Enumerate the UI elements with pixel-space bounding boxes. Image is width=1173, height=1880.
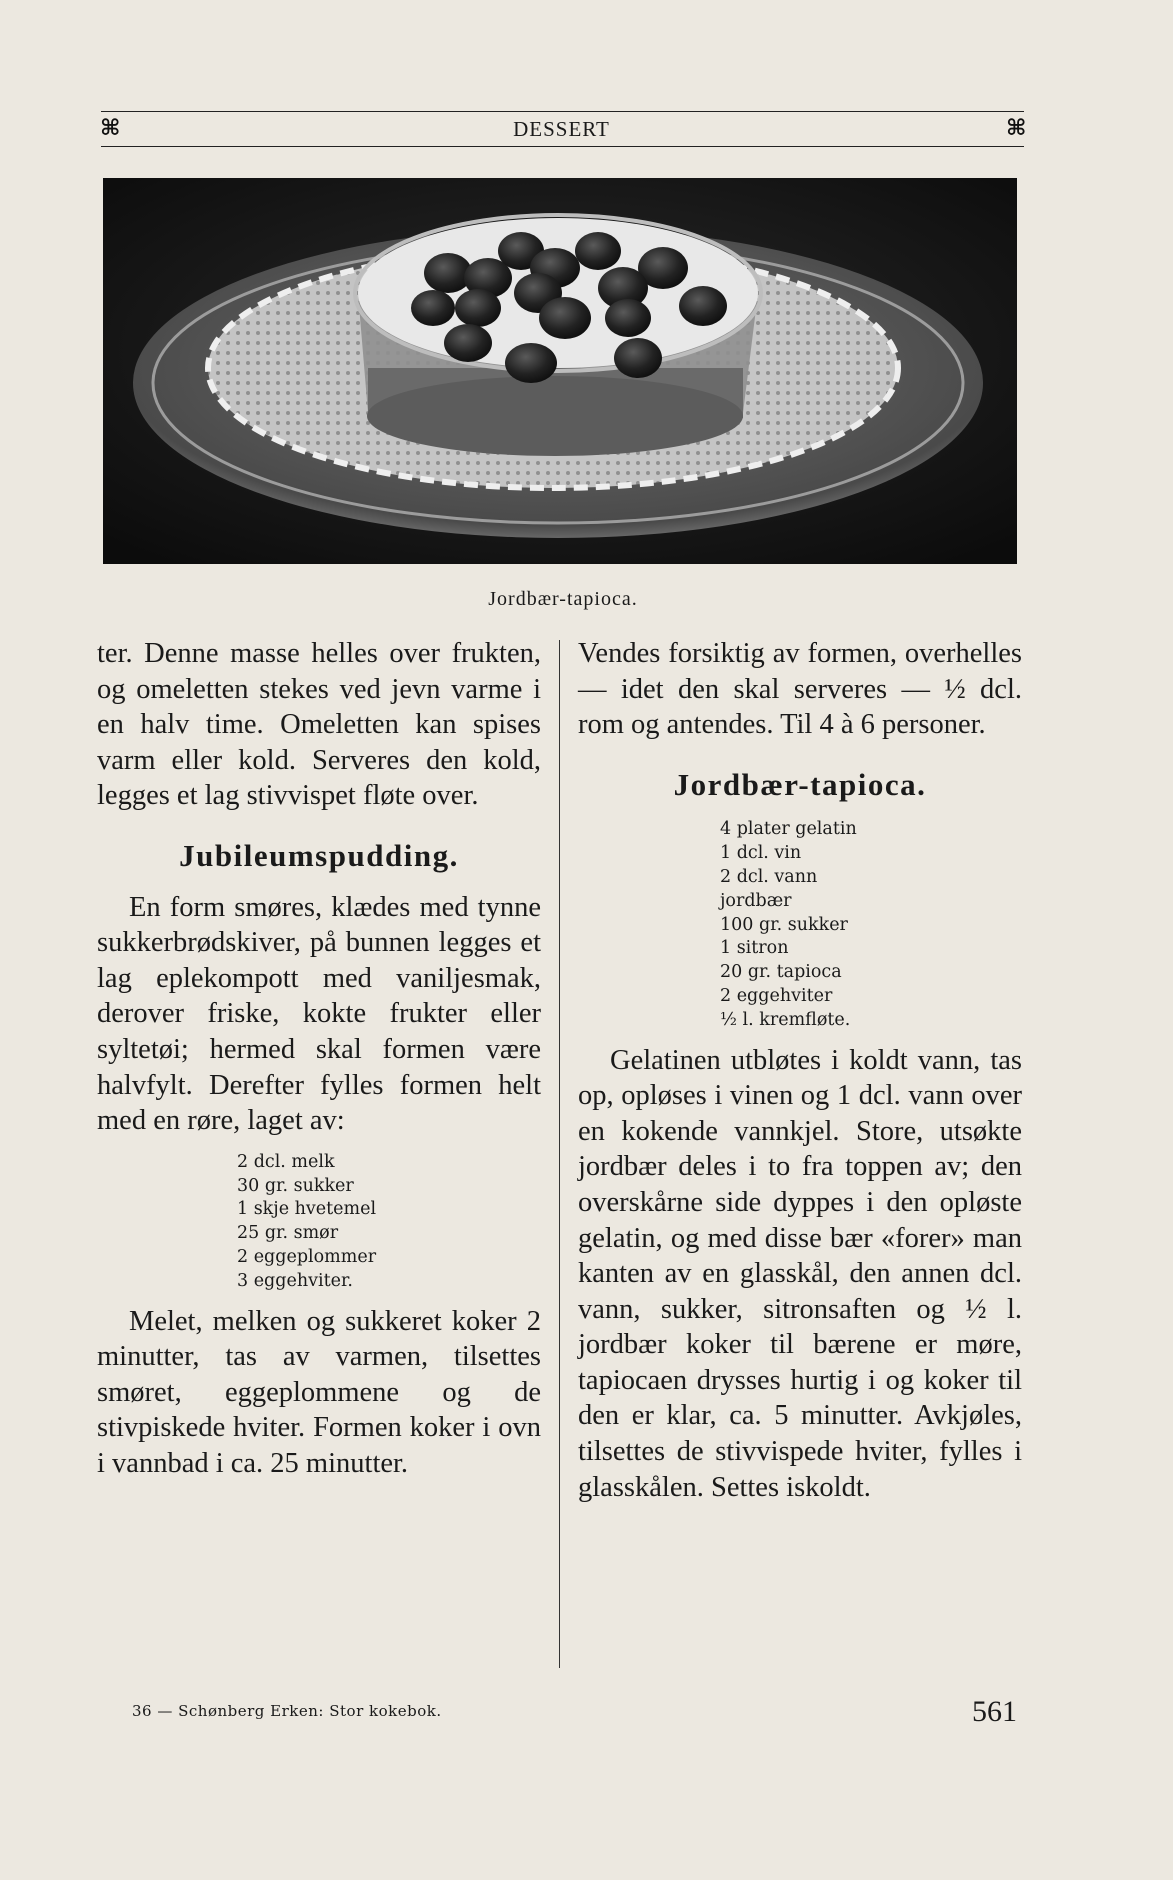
ingredient-item: 2 dcl. melk (237, 1151, 335, 1172)
header-rule-top (101, 111, 1024, 112)
dessert-photograph (103, 178, 1017, 564)
ingredient-item: jordbær (720, 890, 792, 911)
header-ornament-left-icon: ⌘ (100, 116, 121, 141)
ingredient-list-jubileumspudding (97, 1151, 541, 1294)
section-title-jubileumspudding: Jubileumspudding. (179, 837, 459, 873)
header-ornament-right-icon: ⌘ (1006, 116, 1027, 141)
section-title-jordbaer-tapioca: Jordbær-tapioca. (673, 766, 927, 802)
ingredient-item: 30 gr. sukker (237, 1175, 354, 1196)
ingredient-item: 2 dcl. vann (720, 866, 818, 887)
ingredient-item: 1 dcl. vin (720, 843, 802, 864)
figure-caption: Jordbær-tapioca. (488, 588, 638, 610)
left-column (97, 636, 541, 1481)
left-paragraph-1: ter. Denne masse helles over frukten, og omeletten stekes ved jevn varme i en halv time. Omeletten kan spises varm eller kold. Serveres den kold, legges et lag stivvispet fløte over. (97, 638, 541, 812)
ingredient-item: 1 skje hvetemel (237, 1199, 377, 1220)
column-divider (559, 640, 560, 1668)
left-paragraph-2: En form smøres, klædes med tynne sukkerbrødskiver, på bunnen legges et lag eplekompott med vaniljesmak, derover friske, kokte frukter eller syltetøi; hermed skal formen være halvfylt. Derefter fylles formen helt med en røre, laget av: (97, 891, 541, 1137)
left-paragraph-3: Melet, melken og sukkeret koker 2 minutter, tas av varmen, tilsettes smøret, eggeplommene og de stivpiskede hviter. Formen koker i ovn i vannbad i ca. 25 minutter. (97, 1305, 541, 1479)
header-rule-bottom (101, 146, 1024, 147)
ingredient-list-jordbaer-tapioca (578, 818, 1022, 1032)
page-number: 561 (972, 1695, 1017, 1728)
right-paragraph-1: Vendes forsiktig av formen, overhelles — idet den skal serveres — ½ dcl. rom og antendes. Til 4 à 6 personer. (578, 638, 1022, 741)
running-head-title: DESSERT (513, 117, 610, 141)
ingredient-item: 3 eggehviter. (237, 1270, 353, 1291)
ingredient-item: 2 eggeplommer (237, 1246, 377, 1267)
strawberry-tapioca-photo-illustration (103, 178, 1017, 564)
ingredient-item: 20 gr. tapioca (720, 962, 842, 983)
ingredient-item: 4 plater gelatin (720, 819, 857, 840)
ingredient-item: 1 sitron (720, 938, 789, 959)
right-column (578, 636, 1022, 1505)
ingredient-item: 100 gr. sukker (720, 914, 848, 935)
right-paragraph-2: Gelatinen utbløtes i koldt vann, tas op, opløses i vinen og 1 dcl. vann over en kokende vannkjel. Store, utsøkte jordbær deles i to fra toppen av; den overskårne side dyppes i den opløste gelatin, og med disse bær «forer» man kanten av en glasskål, den annen dcl. vann, sukker, sitronsaften og ½ l. jordbær koker til bærene er møre, tapiocaen drysses hurtig i og koker til den er klar, ca. 5 minutter. Avkjøles, tilsettes de stivvispede hviter, fylles i glasskålen. Settes iskoldt. (578, 1044, 1022, 1503)
ingredient-item: ½ l. kremfløte. (720, 1009, 851, 1030)
signature-line: 36 — Schønberg Erken: Stor kokebok. (132, 1702, 442, 1720)
ingredient-item: 2 eggehviter (720, 985, 833, 1006)
ingredient-item: 25 gr. smør (237, 1223, 339, 1244)
